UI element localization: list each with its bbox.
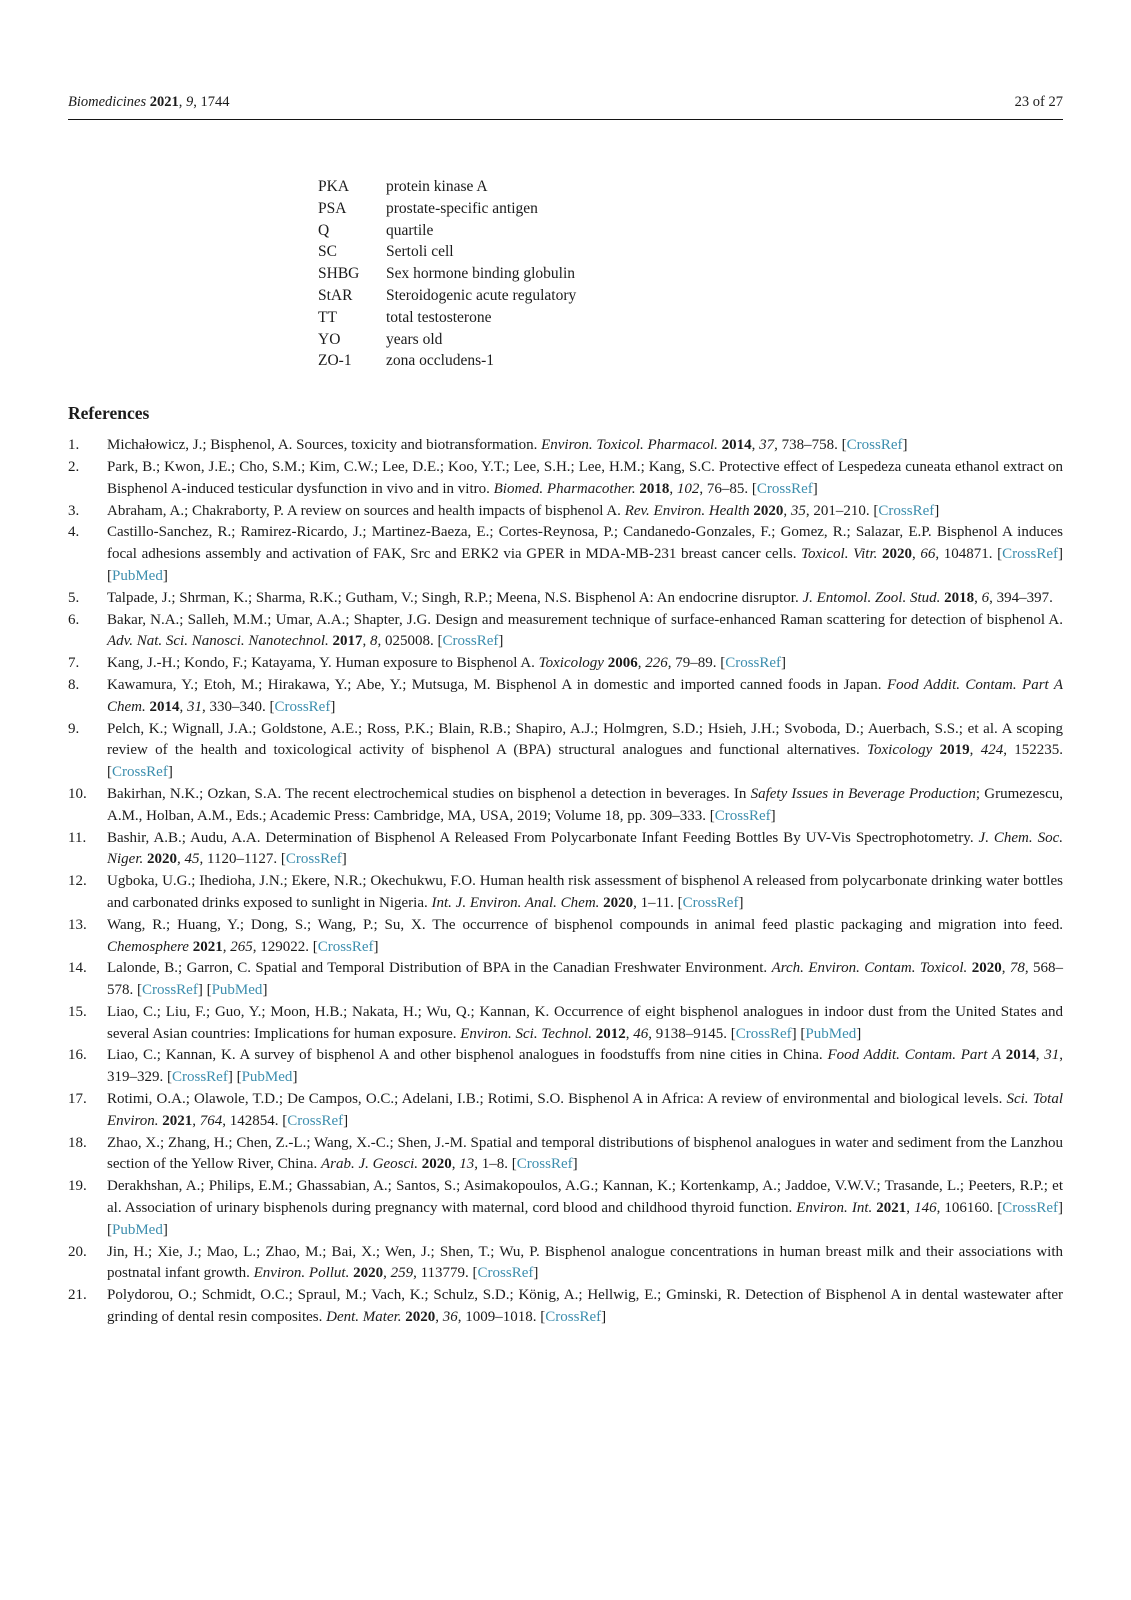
text-run: 2019 [939, 742, 970, 759]
pubmed-link[interactable]: PubMed [241, 1069, 293, 1086]
reference-text [107, 1285, 1063, 1329]
abbreviation-definition: prostate-specific antigen [386, 199, 538, 217]
abbreviation-row [318, 241, 1063, 263]
link-bracket: [ [730, 1025, 736, 1042]
abbreviation-row [318, 285, 1063, 307]
crossref-link[interactable]: CrossRef [682, 894, 739, 911]
text-run: 45 [184, 851, 200, 868]
reference-item [68, 675, 1063, 719]
abbreviation-definition: quartile [386, 221, 434, 239]
reference-item [68, 610, 1063, 654]
reference-text [107, 1242, 1063, 1286]
abbreviation-row [318, 329, 1063, 351]
link-bracket: [ [511, 1156, 517, 1173]
text-run: , [625, 1025, 634, 1042]
text-run: Jin, H.; Xie, J.; Mao, L.; Zhao, M.; Bai, X.; Wen, J.; Shen, T.; Wu, P. Bisphenol analogue concentrations in human breast milk and their associations with postnatal infant growth. [107, 1243, 1063, 1282]
reference-text [107, 675, 1063, 719]
link-bracket: ] [781, 655, 787, 672]
reference-number: 18. [68, 1134, 87, 1151]
text-run: Food Addit. Contam. Part A Chem. [107, 676, 1063, 715]
text-run: Toxicology [867, 742, 940, 759]
crossref-link[interactable]: CrossRef [287, 1112, 344, 1129]
text-run: , [669, 480, 677, 497]
reference-item [68, 1089, 1063, 1133]
text-run: , [912, 546, 921, 563]
link-bracket: ] [738, 894, 744, 911]
text-run: Arab. J. Geosci. [320, 1156, 422, 1173]
text-run: , 1–8. [474, 1156, 512, 1173]
text-run: 2020 [421, 1156, 452, 1173]
text-run: Michałowicz, J.; Bisphenol, A. Sources, toxicity and biotransformation. [107, 437, 542, 454]
crossref-link[interactable]: CrossRef [516, 1156, 573, 1173]
reference-number: 6. [68, 611, 80, 628]
text-run: , [751, 437, 760, 454]
crossref-link[interactable]: CrossRef [714, 807, 771, 824]
text-run: J. Entomol. Zool. Stud. [802, 589, 945, 606]
link-bracket: [ [269, 698, 275, 715]
link-bracket: [ [236, 1069, 242, 1086]
link-bracket: ] [1058, 1200, 1064, 1217]
text-run: Rev. Environ. Health [624, 502, 754, 519]
text-run: Bakirhan, N.K.; Ozkan, S.A. The recent electrochemical studies on bisphenol a detection in beverages. In [107, 785, 751, 802]
crossref-link[interactable]: CrossRef [112, 764, 168, 781]
text-run: Toxicol. Vitr. [801, 546, 883, 563]
reference-number: 19. [68, 1178, 87, 1195]
journal-citation [68, 94, 230, 110]
reference-item [68, 588, 1063, 610]
link-bracket: [ [997, 546, 1003, 563]
text-run: , [222, 938, 231, 955]
reference-text [107, 915, 1063, 959]
reference-item [68, 915, 1063, 959]
text-run: Zhao, X.; Zhang, H.; Chen, Z.-L.; Wang, X.-C.; Shen, J.-M. Spatial and temporal distributions of bisphenol analogues in water and sediment from the Lanzhou section of the Yellow River, China. [107, 1134, 1063, 1173]
text-run: , 1120–1127. [199, 851, 281, 868]
text-run: Liao, C.; Kannan, K. A survey of bisphenol A and other bisphenol analogues in foodstuffs from nine cities in China. [107, 1047, 828, 1064]
crossref-link[interactable]: CrossRef [172, 1069, 228, 1086]
references-heading: References [68, 403, 150, 424]
reference-item [68, 1242, 1063, 1286]
text-run: 2020 [971, 960, 1002, 977]
text-run: 2017 [332, 633, 363, 650]
reference-number: 8. [68, 676, 80, 693]
link-bracket: [ [873, 502, 879, 519]
abbreviation-row [318, 350, 1063, 372]
abbreviation-row [318, 176, 1063, 198]
text-run: , 738–758. [774, 437, 842, 454]
crossref-link[interactable]: CrossRef [477, 1265, 534, 1282]
text-run: , [362, 633, 371, 650]
reference-item [68, 871, 1063, 915]
crossref-link[interactable]: CrossRef [142, 982, 198, 999]
text-run: Environ. Toxicol. Pharmacol. [541, 437, 722, 454]
reference-number: 2. [68, 458, 80, 475]
text-run: 2006 [607, 655, 638, 672]
link-bracket: ] [162, 1221, 168, 1238]
reference-item [68, 435, 1063, 457]
crossref-link[interactable]: CrossRef [545, 1309, 602, 1326]
link-bracket: ] [373, 938, 379, 955]
text-run: Bakar, N.A.; Salleh, M.M.; Umar, A.A.; Shapter, J.G. Design and measurement technique of surface-enhanced Raman scattering for detection of bisphenol A. [107, 611, 1063, 628]
text-run: Dent. Mater. [326, 1309, 406, 1326]
text-run: Polydorou, O.; Schmidt, O.C.; Spraul, M.; Vach, K.; Schulz, S.D.; König, A.; Hellwig, E.; Gminski, R. Detection of Bisphenol A in dental wastewater after grinding of dental resin composites. [107, 1287, 1063, 1326]
text-run: Derakhshan, A.; Philips, E.M.; Ghassabian, A.; Santos, S.; Asimakopoulos, A.G.; Kannan, K.; Kortenkamp, A.; Jaddoe, V.W.V.; Trasande, L.; Peeters, R.P.; et al. Association of urinary bisphenols during pregnancy with maternal, cord blood and childhood thyroid function. [107, 1178, 1063, 1217]
text-run: Bashir, A.B.; Audu, A.A. Determination of Bisphenol A Released From Polycarbonate Infant Feeding Bottles By UV-Vis Spectrophotometry. [107, 829, 979, 846]
link-bracket: [ [107, 567, 112, 584]
link-bracket: ] [341, 851, 347, 868]
text-run: 37 [759, 437, 775, 454]
pubmed-link[interactable]: PubMed [211, 982, 263, 999]
link-bracket: ] [167, 764, 173, 781]
text-run: 78 [1009, 960, 1025, 977]
crossref-link[interactable]: CrossRef [878, 502, 935, 519]
text-run: Wang, R.; Huang, Y.; Dong, S.; Wang, P.; Su, X. The occurrence of bisphenol compounds in animal feed plastic packaging and migration into feed. [107, 916, 1063, 933]
abbreviation-definition: protein kinase A [386, 178, 488, 195]
text-run: Adv. Nat. Sci. Nanosci. Nanotechnol. [107, 633, 333, 650]
text-run: , [783, 502, 791, 519]
abbreviation-row [318, 198, 1063, 220]
link-bracket: ] [162, 567, 168, 584]
crossref-link[interactable]: CrossRef [756, 480, 813, 497]
abbreviation-term: StAR [318, 286, 353, 304]
link-bracket: [ [107, 764, 112, 781]
crossref-link[interactable]: CrossRef [317, 938, 374, 955]
reference-text [107, 522, 1063, 587]
text-run: , 9138–9145. [648, 1025, 731, 1042]
link-bracket: [ [137, 982, 142, 999]
text-run: 2020 [882, 546, 913, 563]
crossref-link[interactable]: CrossRef [735, 1025, 792, 1042]
text-run: Talpade, J.; Shrman, K.; Sharma, R.K.; Gutham, V.; Singh, R.P.; Meena, N.S. Bisphenol A: An endocrine disruptor. [107, 589, 803, 606]
text-run: 2021 [149, 94, 179, 110]
abbreviation-term: TT [318, 308, 337, 326]
text-run: Castillo-Sanchez, R.; Ramirez-Ricardo, J.; Martinez-Baeza, E.; Cortes-Reynosa, P.; Candanedo-Gonzales, F.; Gomez, R.; Salazar, E.P. Bisphenol A induces focal adhesions assembly and activation of FAK, Src and ERK2 via GPER in MDA-MB-231 breast cancer cells. [107, 524, 1063, 563]
text-run: 2020 [405, 1309, 436, 1326]
text-run: , [192, 1112, 200, 1129]
text-run: , [178, 94, 186, 110]
reference-text [107, 435, 1063, 457]
text-run: 2020 [147, 851, 178, 868]
text-run: , 104871. [935, 546, 998, 563]
reference-number: 7. [68, 655, 80, 672]
text-run: 2020 [753, 502, 784, 519]
crossref-link[interactable]: CrossRef [442, 633, 499, 650]
link-bracket: [ [312, 938, 318, 955]
reference-text [107, 958, 1063, 1002]
text-run: ; Grumezescu, A.M., Holban, A.M., Eds.; Academic Press: Cambridge, MA, USA, 2019; Volume 18, pp. 309–333. [107, 785, 1063, 824]
text-run: 2014 [721, 437, 752, 454]
abbreviation-definition: Steroidogenic acute regulatory [386, 286, 577, 304]
text-run: Liao, C.; Liu, F.; Guo, Y.; Moon, H.B.; Nakata, H.; Wu, Q.; Kannan, K. Occurrence of eight bisphenol analogues in indoor dust from the United States and several Asian countries: Implications for human exposure. [107, 1003, 1063, 1042]
text-run: 6 [981, 589, 990, 606]
link-bracket: [ [997, 1200, 1003, 1217]
abbreviation-term: PKA [318, 178, 350, 195]
text-run: 2018 [639, 480, 670, 497]
reference-item [68, 1133, 1063, 1177]
reference-text [107, 871, 1063, 915]
text-run: , [1035, 1047, 1045, 1064]
pubmed-link[interactable]: PubMed [112, 567, 163, 584]
text-run: 36 [442, 1309, 458, 1326]
text-run: , 1–11. [633, 894, 678, 911]
reference-number: 12. [68, 873, 87, 890]
text-run: 13 [459, 1156, 475, 1173]
link-bracket: [ [720, 655, 726, 672]
text-run: , [906, 1200, 915, 1217]
abbreviations-list [318, 176, 1063, 372]
text-run: 31 [1044, 1047, 1060, 1064]
text-run: 46 [633, 1025, 649, 1042]
reference-item [68, 719, 1063, 784]
abbreviation-row [318, 307, 1063, 329]
text-run: Park, B.; Kwon, J.E.; Cho, S.M.; Kim, C.W.; Lee, D.E.; Koo, Y.T.; Lee, S.H.; Lee, H.M.; Kang, S.C. Protective effect of Lespedeza cuneata ethanol extract on Bisphenol A-induced testicular dysfunction in vivo and in vitro. [107, 458, 1063, 497]
text-run: 66 [920, 546, 936, 563]
text-run: , 201–210. [805, 502, 874, 519]
reference-number: 21. [68, 1287, 87, 1304]
link-bracket: ] [902, 437, 908, 454]
text-run: Toxicology [538, 655, 608, 672]
reference-text [107, 1176, 1063, 1241]
reference-text [107, 501, 1063, 523]
link-bracket: [ [206, 982, 212, 999]
reference-text [107, 457, 1063, 501]
abbreviation-term: SHBG [318, 265, 360, 283]
reference-text [107, 1133, 1063, 1177]
text-run: 31 [187, 698, 202, 715]
link-bracket: ] [533, 1265, 539, 1282]
text-run: Kang, J.-H.; Kondo, F.; Katayama, Y. Human exposure to Bisphenol A. [107, 655, 539, 672]
text-run: 2020 [353, 1265, 384, 1282]
text-run: 2021 [192, 938, 223, 955]
crossref-link[interactable]: CrossRef [1002, 1200, 1059, 1217]
reference-item [68, 653, 1063, 675]
header-divider [68, 119, 1063, 120]
reference-item [68, 828, 1063, 872]
abbreviation-row [318, 263, 1063, 285]
crossref-link[interactable]: CrossRef [285, 851, 342, 868]
link-bracket: [ [107, 1221, 112, 1238]
pubmed-link[interactable]: PubMed [112, 1221, 163, 1238]
text-run: Environ. Int. [796, 1200, 877, 1217]
abbreviation-definition: Sertoli cell [386, 243, 454, 261]
text-run: , [179, 698, 187, 715]
text-run: 2014 [149, 698, 180, 715]
reference-item [68, 1285, 1063, 1329]
text-run: , 152235. [1003, 742, 1064, 759]
text-run: Food Addit. Contam. Part A [827, 1047, 1006, 1064]
reference-number: 17. [68, 1091, 87, 1108]
reference-item [68, 1002, 1063, 1046]
abbreviation-term: ZO-1 [318, 352, 352, 370]
reference-text [107, 784, 1063, 828]
reference-number: 5. [68, 589, 80, 606]
reference-number: 20. [68, 1243, 87, 1260]
text-run: , 394–397. [989, 589, 1053, 606]
reference-number: 4. [68, 524, 80, 541]
text-run: 226 [645, 655, 668, 672]
reference-item [68, 958, 1063, 1002]
link-bracket: ] [498, 633, 504, 650]
reference-number: 15. [68, 1003, 87, 1020]
reference-text [107, 1089, 1063, 1133]
text-run: Environ. Sci. Technol. [460, 1025, 596, 1042]
reference-item [68, 1176, 1063, 1241]
text-run: 2021 [876, 1200, 907, 1217]
abbreviation-definition: Sex hormone binding globulin [386, 265, 576, 283]
text-run: 764 [199, 1112, 223, 1129]
text-run: 2020 [603, 894, 634, 911]
text-run: 2012 [595, 1025, 626, 1042]
reference-number: 3. [68, 502, 80, 519]
text-run: 35 [790, 502, 806, 519]
reference-text [107, 1045, 1063, 1089]
link-bracket: ] [227, 1069, 233, 1086]
link-bracket: [ [472, 1265, 478, 1282]
abbreviation-definition: total testosterone [386, 308, 492, 326]
abbreviation-definition: years old [386, 330, 443, 348]
text-run: 146 [914, 1200, 937, 1217]
reference-text [107, 588, 1063, 610]
link-bracket: [ [677, 894, 683, 911]
text-run: , [969, 742, 981, 759]
reference-number: 10. [68, 785, 87, 802]
text-run: 9 [186, 94, 194, 110]
link-bracket: ] [770, 807, 776, 824]
pubmed-link[interactable]: PubMed [805, 1025, 857, 1042]
link-bracket: ] [197, 982, 203, 999]
link-bracket: [ [841, 437, 847, 454]
abbreviation-definition: zona occludens-1 [386, 352, 495, 370]
link-bracket: [ [280, 851, 286, 868]
text-run: 102 [676, 480, 700, 497]
reference-number: 11. [68, 829, 87, 846]
link-bracket: [ [540, 1309, 546, 1326]
text-run: Ugboka, U.G.; Ihedioha, J.N.; Ekere, N.R.; Okechukwu, F.O. Human health risk assessment of bisphenol A released from polycarbonate drinking water bottles and carbonated drinks exposed to sunlight in Nigeria. [107, 873, 1063, 911]
text-run: Environ. Pollut. [253, 1265, 354, 1282]
text-run: , [637, 655, 646, 672]
text-run: J. Chem. Soc. Niger. [107, 829, 1064, 868]
link-bracket: ] [292, 1069, 298, 1086]
text-run: Lalonde, B.; Garron, C. Spatial and Temporal Distribution of BPA in the Canadian Freshwater Environment. [107, 960, 772, 977]
abbreviation-term: Q [318, 221, 330, 239]
text-run: , [1001, 960, 1010, 977]
text-run: , [974, 589, 982, 606]
reference-number: 16. [68, 1047, 87, 1064]
text-run: Pelch, K.; Wignall, J.A.; Goldstone, A.E.; Ross, P.K.; Blain, R.B.; Shapiro, A.J.; Holmgren, S.D.; Hsieh, J.H.; Svoboda, D.; Auerbach, S.S.; et al. A scoping review of the health and toxicological activity of bisphenol A (BPA) structural analogues and functional alternatives. [107, 720, 1063, 759]
text-run: , 106160. [936, 1200, 998, 1217]
page-number: 23 of 27 [1014, 94, 1063, 110]
link-bracket: ] [572, 1156, 578, 1173]
text-run: , 79–89. [667, 655, 721, 672]
page-header [68, 94, 1063, 110]
link-bracket: ] [791, 1025, 797, 1042]
link-bracket: ] [601, 1309, 607, 1326]
crossref-link[interactable]: CrossRef [1002, 546, 1059, 563]
text-run: , 319–329. [107, 1047, 1063, 1086]
text-run: , [451, 1156, 460, 1173]
link-bracket: ] [330, 698, 336, 715]
reference-text [107, 828, 1063, 872]
text-run: , 142854. [222, 1112, 283, 1129]
references-list [68, 435, 1063, 1329]
text-run: 265 [230, 938, 253, 955]
reference-number: 9. [68, 720, 80, 737]
text-run: Int. J. Environ. Anal. Chem. [431, 894, 604, 911]
text-run: , [177, 851, 185, 868]
link-bracket: [ [437, 633, 443, 650]
text-run: , 330–340. [202, 698, 270, 715]
text-run: , 113779. [413, 1265, 473, 1282]
text-run: , 1009–1018. [457, 1309, 541, 1326]
text-run: , 568–578. [107, 960, 1064, 999]
reference-text [107, 610, 1063, 654]
text-run: Rotimi, O.A.; Olawole, T.D.; De Campos, O.C.; Adelani, I.B.; Rotimi, S.O. Bisphenol A in Africa: A review of environmental and biological levels. [107, 1091, 1007, 1108]
text-run: 2018 [944, 589, 975, 606]
link-bracket: [ [751, 480, 757, 497]
crossref-link[interactable]: CrossRef [725, 655, 782, 672]
reference-number: 14. [68, 960, 87, 977]
link-bracket: [ [709, 807, 715, 824]
crossref-link[interactable]: CrossRef [274, 698, 331, 715]
text-run: , 025008. [377, 633, 438, 650]
reference-text [107, 653, 1063, 675]
reference-item [68, 784, 1063, 828]
text-run: Safety Issues in Beverage Production [750, 785, 976, 802]
link-bracket: [ [282, 1112, 288, 1129]
reference-item [68, 501, 1063, 523]
text-run: 424 [980, 742, 1004, 759]
reference-text [107, 1002, 1063, 1046]
reference-item [68, 457, 1063, 501]
text-run: Kawamura, Y.; Etoh, M.; Hirakawa, Y.; Abe, Y.; Mutsuga, M. Bisphenol A in domestic and imported canned foods in Japan. [107, 676, 887, 693]
reference-number: 1. [68, 437, 80, 454]
abbreviation-row [318, 220, 1063, 242]
text-run: Sci. Total Environ. [107, 1091, 1063, 1129]
text-run: , [435, 1309, 443, 1326]
link-bracket: ] [1058, 546, 1064, 563]
reference-item [68, 522, 1063, 587]
text-run: , [383, 1265, 391, 1282]
reference-item [68, 1045, 1063, 1089]
text-run: Biomedicines [68, 94, 150, 110]
text-run: , 76–85. [699, 480, 752, 497]
text-run: 8 [370, 633, 378, 650]
text-run: 259 [390, 1265, 414, 1282]
link-bracket: ] [262, 982, 268, 999]
link-bracket: ] [812, 480, 818, 497]
link-bracket: ] [856, 1025, 862, 1042]
text-run: 2021 [162, 1112, 193, 1129]
crossref-link[interactable]: CrossRef [846, 437, 903, 454]
abbreviation-term: PSA [318, 199, 347, 217]
abbreviation-term: SC [318, 243, 337, 261]
reference-number: 13. [68, 916, 87, 933]
link-bracket: [ [800, 1025, 806, 1042]
text-run: Biomed. Pharmacother. [493, 480, 640, 497]
text-run: Arch. Environ. Contam. Toxicol. [771, 960, 972, 977]
link-bracket: ] [343, 1112, 349, 1129]
link-bracket: [ [167, 1069, 172, 1086]
text-run: 2014 [1005, 1047, 1036, 1064]
text-run: , 129022. [252, 938, 313, 955]
text-run: , 1744 [193, 94, 230, 110]
link-bracket: ] [934, 502, 940, 519]
abbreviation-term: YO [318, 330, 341, 348]
text-run: Abraham, A.; Chakraborty, P. A review on sources and health impacts of bisphenol A. [107, 502, 625, 519]
reference-text [107, 719, 1063, 784]
text-run: Chemosphere [107, 938, 193, 955]
